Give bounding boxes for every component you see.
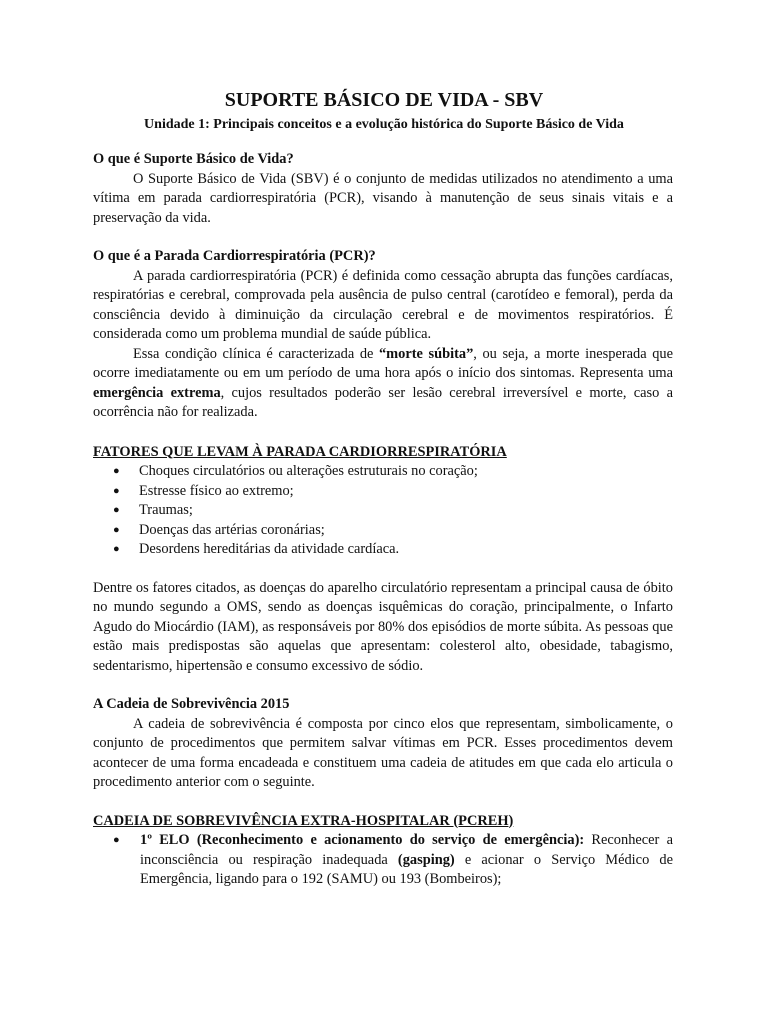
section-heading: A Cadeia de Sobrevivência 2015: [93, 696, 290, 712]
section-cadeia: [93, 695, 673, 793]
document-body: [93, 150, 673, 890]
text-run: , ou seja, a morte inesperada que ocorre imediatamente ou em um período de uma hora após o início dos sintomas. Representa uma: [93, 345, 673, 381]
section-sbv: [93, 150, 673, 228]
page-title: SUPORTE BÁSICO DE VIDA - SBV: [224, 89, 544, 111]
list-item: ● Desordens hereditárias da atividade cardíaca.: [93, 540, 673, 560]
paragraph: [93, 345, 673, 423]
text-run: Reconhecer a inconsciência ou respiração inadequada: [140, 832, 673, 868]
text-run: Essa condição clínica é caracterizada de: [133, 345, 379, 362]
text-run: e acionar o Serviço Médico de Emergência, ligando para o 192 (SAMU) ou 193 (Bombeiros);: [140, 851, 673, 887]
paragraph: Dentre os fatores citados, as doenças do aparelho circulatório representam a principal causa de óbito no mundo segundo a OMS, sendo as doenças isquêmicas do coração, principalmente, o Infarto Agudo do Miocárdio (IAM), as responsáveis por 80% dos episódios de morte súbita. As pessoas que estão mais predispostas são aquelas que apresentam: colesterol alto, obesidade, tabagismo, sedentarismo, hipertensão e consumo excessivo de sódio.: [93, 579, 673, 674]
section-pcr: [93, 247, 673, 423]
paragraph: A cadeia de sobrevivência é composta por cinco elos que representam, simbolicamente, o conjunto de procedimentos que permitem salvar vítimas em PCR. Esses procedimentos devem acontecer de uma forma encadeada e constituem uma cadeia de atitudes em que cada elo articula o procedimento anterior com o seguinte.: [93, 715, 673, 790]
page-subtitle: Unidade 1: Principais conceitos e a evolução histórica do Suporte Básico de Vida: [144, 117, 624, 132]
list-item: ● Choques circulatórios ou alterações estruturais no coração;: [93, 462, 673, 482]
section-heading: O que é Suporte Básico de Vida?: [93, 151, 294, 167]
section-heading: CADEIA DE SOBREVIVÊNCIA EXTRA-HOSPITALAR (PCREH): [93, 812, 514, 829]
section-heading: FATORES QUE LEVAM À PARADA CARDIORRESPIRATÓRIA: [93, 443, 507, 460]
bullet-list: [93, 462, 673, 560]
bold-text: 1º ELO (Reconhecimento e acionamento do serviço de emergência):: [140, 832, 585, 848]
section-pcreh: [93, 812, 673, 890]
bullet-list: [93, 831, 673, 890]
list-item: ● Estresse físico ao extremo;: [93, 482, 673, 502]
section-fatores: [93, 443, 673, 677]
bold-text: (gasping): [397, 851, 455, 868]
list-item: ● Doenças das artérias coronárias;: [93, 521, 673, 541]
bold-text: “morte súbita”: [378, 345, 474, 362]
list-item: ● Traumas;: [93, 501, 673, 521]
list-item: [93, 831, 673, 890]
paragraph: A parada cardiorrespiratória (PCR) é definida como cessação abrupta das funções cardíacas, respiratórias e cerebral, comprovada pela ausência de pulso central (carotídeo e femoral), perda da consciência devido à diminuição da circulação cerebral e de movimentos respiratórios. É considerada como um problema mundial de saúde pública.: [93, 267, 673, 342]
text-run: , cujos resultados poderão ser lesão cerebral irreversível e morte, caso a ocorrência não for realizada.: [93, 384, 673, 420]
bold-text: emergência extrema: [93, 384, 221, 401]
section-heading: O que é a Parada Cardiorrespiratória (PCR)?: [93, 248, 376, 264]
paragraph: O Suporte Básico de Vida (SBV) é o conjunto de medidas utilizados no atendimento a uma vítima em parada cardiorrespiratória (PCR), visando à manutenção de seus sinais vitais e a preservação da vida.: [93, 170, 673, 226]
